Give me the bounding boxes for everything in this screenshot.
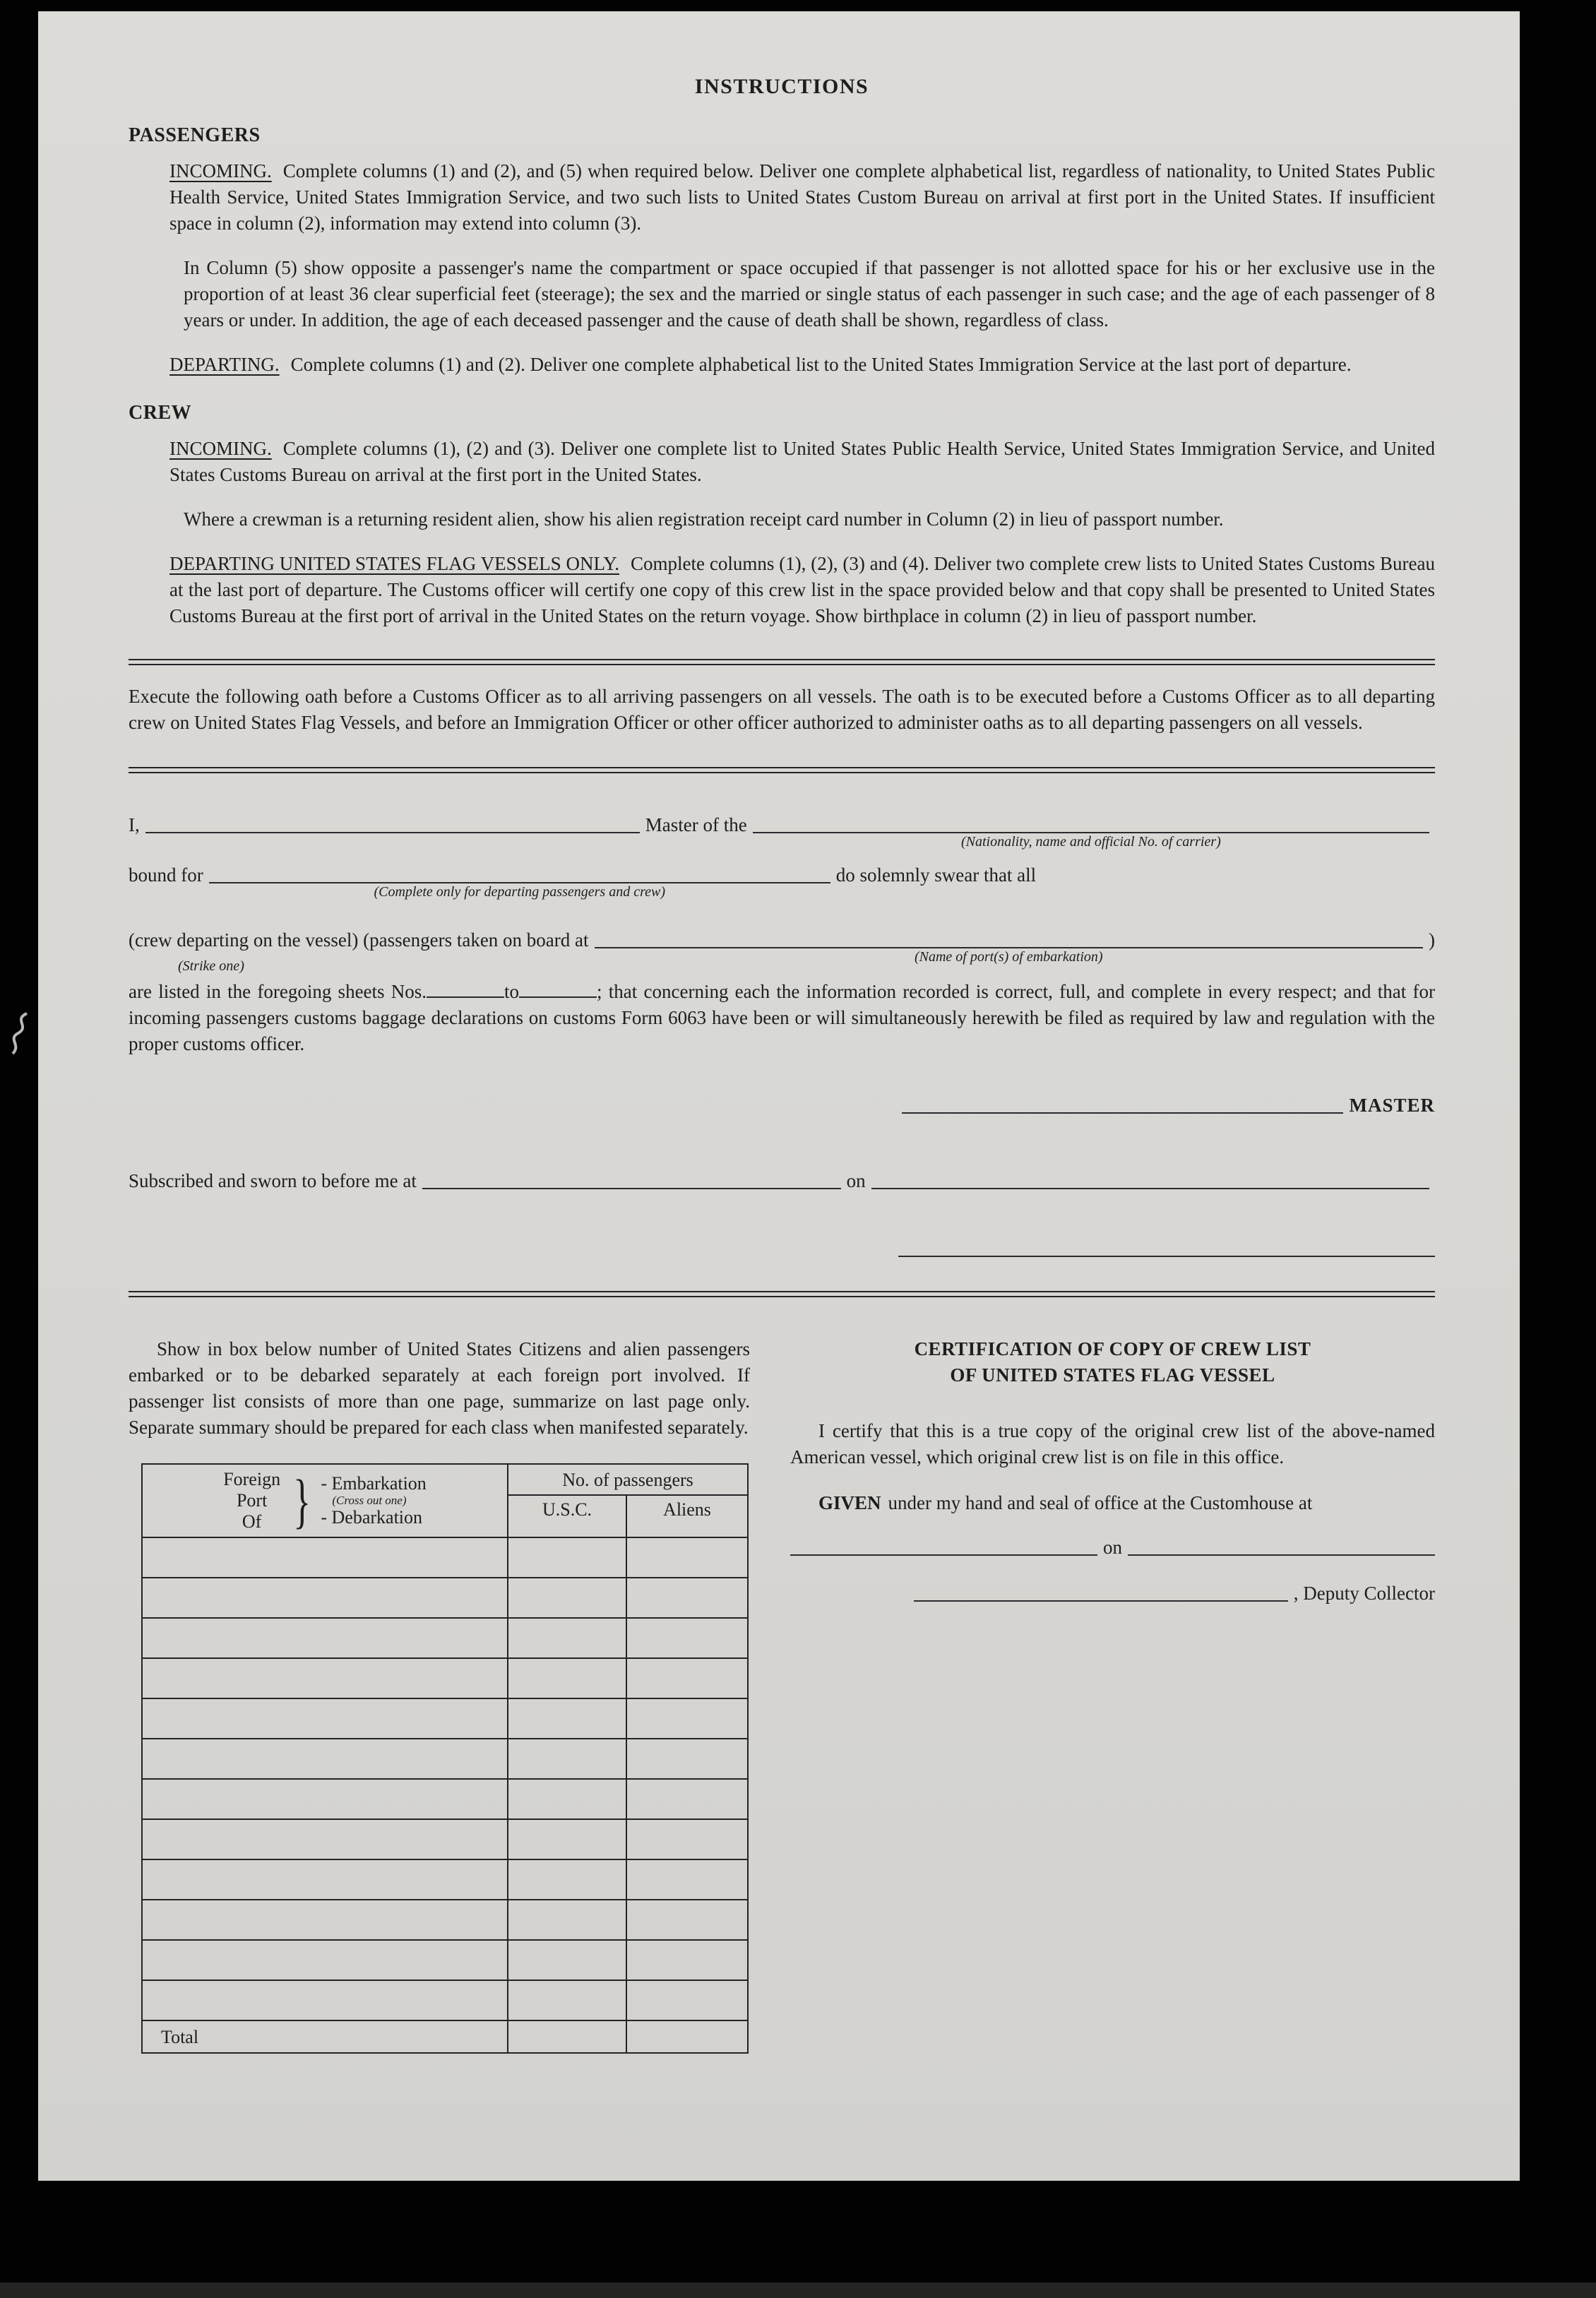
cross-out-hint: (Cross out one) [332, 1494, 407, 1507]
summary-instructions: Show in box below number of United States Citizens and alien passengers embarked or to be debarked separately at each foreign port involved. If passenger list consists of more than one page, summarize on last page only. Separate summary should be prepared for each class when manifested separately. [129, 1338, 750, 1438]
page-title: INSTRUCTIONS [694, 75, 869, 98]
usc-cell [508, 1659, 627, 1698]
aliens-cell [627, 1578, 747, 1617]
table-row [143, 1900, 747, 1941]
crew-departing-label: DEPARTING UNITED STATES FLAG VESSELS ONLY. [169, 553, 620, 574]
port-cell [143, 1981, 508, 2020]
passengers-incoming-paragraph [169, 158, 1435, 237]
aliens-cell [627, 1739, 747, 1778]
page-content [38, 11, 1520, 2054]
certification-title-line2: OF UNITED STATES FLAG VESSEL [950, 1364, 1275, 1386]
table-row [143, 1578, 747, 1619]
brace-glyph: } [293, 1467, 311, 1535]
total-cell [143, 2021, 508, 2052]
crew-departing-text: Complete columns (1), (2), (3) and (4). Deliver two complete crew lists to United States Customs Bureau at the last port of departure. The Customs officer will certify one copy of this crew list in the space provided below and that copy shall be presented to United States Customs Bureau at the first port of arrival in the United States on the return voyage. Show birthplace in column (2) in lieu of passport number. [169, 553, 1435, 626]
table-row [143, 1659, 747, 1699]
master-label: MASTER [1349, 1095, 1435, 1116]
oath-line-embarkation [129, 927, 1435, 974]
label-to: to [504, 981, 520, 1002]
summary-column [129, 1336, 750, 2054]
foreign-port-header-cell [143, 1465, 508, 1537]
table-row-total [143, 2021, 747, 2052]
label-close-paren: ) [1429, 929, 1435, 951]
word-foreign: Foreign [223, 1469, 281, 1489]
certification-body: I certify that this is a true copy of the original crew list of the above-named American vessel, which original crew list is on file in this office. [790, 1420, 1435, 1467]
blank-officer-signature [898, 1254, 1435, 1257]
blank-sheets-from [427, 977, 504, 998]
aliens-cell [627, 1941, 747, 1980]
crewman-paragraph: Where a crewman is a returning resident alien, show his alien registration receipt card number in Column (2) in lieu of passport number. [184, 508, 1224, 530]
usc-cell [508, 1941, 627, 1980]
paper [38, 11, 1520, 2181]
port-cell [143, 1860, 508, 1899]
usc-header: U.S.C. [508, 1496, 627, 1537]
usc-cell [508, 1619, 627, 1657]
table-row [143, 1538, 747, 1578]
aliens-cell [627, 1820, 747, 1859]
sheets-text-1: are listed in the foregoing sheets Nos. [129, 981, 427, 1002]
crew-departing-strike-block [129, 927, 589, 974]
label-master-of-the: Master of the [645, 814, 747, 835]
strike-one-hint: (Strike one) [178, 958, 244, 974]
usc-cell [508, 1699, 627, 1738]
aliens-header: Aliens [663, 1499, 711, 1520]
divider-rule [129, 767, 1435, 773]
divider-rule [129, 1291, 1435, 1297]
certification-column [790, 1336, 1435, 2054]
table-row [143, 1739, 747, 1780]
table-row [143, 1860, 747, 1900]
foreign-port-of-words [223, 1469, 280, 1532]
crew-incoming-paragraph [169, 436, 1435, 488]
blank-subscribed-place [422, 1181, 841, 1189]
usc-cell [508, 1739, 627, 1778]
master-signature-line [896, 1093, 1435, 1119]
aliens-cell [627, 1659, 747, 1698]
port-cell [143, 1739, 508, 1778]
label-swear: do solemnly swear that all [835, 864, 1037, 886]
port-cell [143, 1780, 508, 1818]
aliens-cell [627, 1900, 747, 1939]
blank-carrier [753, 825, 1429, 850]
usc-cell [508, 1578, 627, 1617]
label-bound-for: bound for [129, 864, 203, 886]
port-cell [143, 1619, 508, 1657]
passengers-header-cell [508, 1465, 747, 1537]
aliens-cell [627, 1780, 747, 1818]
embarkation-option: - Embarkation [321, 1473, 427, 1494]
word-of: Of [242, 1511, 262, 1532]
column5-paragraph: In Column (5) show opposite a passenger's name the compartment or space occupied if that passenger is not allotted space for his or her exclusive use in the proportion of at least 36 clear superficial feet (steerage); the sex and the married or single status of each passenger in such case; and the age of each passenger of 8 years or under. In addition, the age of each deceased passenger and the cause of death shall be shown, regardless of class. [184, 257, 1435, 331]
divider-rule [129, 659, 1435, 665]
usc-cell [508, 1981, 627, 2020]
customhouse-date-line [790, 1535, 1435, 1561]
blank-bound-for [209, 875, 830, 900]
incoming-text: Complete columns (1) and (2), and (5) when required below. Deliver one complete alphabetical list, regardless of nationality, to United States Public Health Service, United States Immigration Service, and two such lists to United States Custom Bureau on arrival at first port in the United States. If insufficient space in column (2), information may extend into column (3). [169, 160, 1435, 234]
blank-deputy-signature [914, 1593, 1288, 1602]
table-row [143, 1820, 747, 1860]
given-text: under my hand and seal of office at the Customhouse at [888, 1492, 1313, 1513]
port-cell [143, 1699, 508, 1738]
label-cert-on: on [1103, 1537, 1122, 1558]
aliens-cell [627, 1860, 747, 1899]
port-cell [143, 1538, 508, 1577]
passengers-departing-paragraph [169, 352, 1435, 378]
deputy-collector-line [914, 1580, 1435, 1607]
blank-customhouse [790, 1547, 1097, 1556]
total-label: Total [161, 2027, 199, 2047]
blank-cert-date [1128, 1547, 1435, 1556]
aliens-cell [627, 1619, 747, 1657]
passenger-summary-table [141, 1463, 749, 2054]
total-usc-cell [508, 2021, 627, 2052]
table-row [143, 1981, 747, 2021]
port-cell [143, 1900, 508, 1939]
label-on: on [846, 1170, 866, 1191]
port-cell [143, 1820, 508, 1859]
usc-cell [508, 1820, 627, 1859]
blank-master-name [145, 825, 640, 833]
sheets-text-2: ; that concerning each the information recorded is correct, full, and complete in every respect; and that for incoming passengers customs baggage declarations on customs Form 6063 have been or will simultaneously herewith be filed as required by law and regulation with the proper customs officer. [129, 981, 1435, 1054]
ink-mark [6, 1010, 34, 1056]
port-hint: (Name of port(s) of embarkation) [914, 949, 1103, 965]
passengers-heading: PASSENGERS [129, 124, 261, 146]
aliens-cell [627, 1538, 747, 1577]
aliens-cell [627, 1981, 747, 2020]
oath-line-master [129, 812, 1435, 850]
table-row [143, 1699, 747, 1739]
scan-bottom-strip [0, 2282, 1596, 2298]
usc-cell [508, 1780, 627, 1818]
departing-text: Complete columns (1) and (2). Deliver one complete alphabetical list to the United States Immigration Service at the last port of departure. [290, 354, 1352, 375]
port-cell [143, 1578, 508, 1617]
oath-paragraph: Execute the following oath before a Customs Officer as to all arriving passengers on all vessels. The oath is to be executed before a Customs Officer as to all departing crew on United States Flag Vessels, and before an Immigration Officer or other officer authorized to administer oaths as to all departing passengers on all vessels. [129, 686, 1435, 733]
label-crew-departing: (crew departing on the vessel) (passengers taken on board at [129, 929, 589, 951]
aliens-cell [627, 1699, 747, 1738]
subscribed-line [129, 1168, 1435, 1194]
crew-heading: CREW [129, 402, 192, 424]
bottom-section [129, 1336, 1435, 2054]
table-row [143, 1941, 747, 1981]
deputy-collector-label: , Deputy Collector [1293, 1583, 1435, 1604]
given-paragraph [790, 1490, 1435, 1516]
total-aliens-cell [627, 2021, 747, 2052]
usc-cell [508, 1900, 627, 1939]
blank-sheets-to [519, 977, 597, 998]
label-subscribed: Subscribed and sworn to before me at [129, 1170, 417, 1191]
port-cell [143, 1941, 508, 1980]
word-port: Port [236, 1490, 268, 1511]
crew-incoming-text: Complete columns (1), (2) and (3). Deliver one complete list to United States Public Health Service, United States Immigration Service, and United States Customs Bureau on arrival at the first port in the United States. [169, 438, 1435, 485]
departing-hint: (Complete only for departing passengers and crew) [374, 884, 665, 900]
given-label: GIVEN [818, 1492, 881, 1513]
departing-label: DEPARTING. [169, 354, 280, 375]
certification-title-line1: CERTIFICATION OF COPY OF CREW LIST [914, 1338, 1311, 1359]
blank-subscribed-date [871, 1181, 1429, 1189]
embark-debark-options [321, 1474, 426, 1528]
oath-line-bound-for [129, 862, 1435, 900]
incoming-label: INCOMING. [169, 160, 272, 181]
debarkation-option: - Debarkation [321, 1507, 423, 1528]
table-header [143, 1465, 747, 1538]
table-row [143, 1780, 747, 1820]
crew-departing-paragraph [169, 551, 1435, 629]
usc-cell [508, 1538, 627, 1577]
carrier-hint: (Nationality, name and official No. of carrier) [960, 834, 1221, 850]
blank-embarkation-port [595, 940, 1423, 965]
no-of-passengers-header: No. of passengers [508, 1465, 747, 1496]
crew-incoming-label: INCOMING. [169, 438, 272, 459]
blank-master-signature [902, 1105, 1343, 1114]
port-cell [143, 1659, 508, 1698]
subheader-row [508, 1496, 747, 1537]
table-row [143, 1619, 747, 1659]
usc-cell [508, 1860, 627, 1899]
sheets-paragraph [129, 977, 1435, 1057]
label-i: I, [129, 814, 140, 835]
summary-table-body [143, 1538, 747, 2052]
